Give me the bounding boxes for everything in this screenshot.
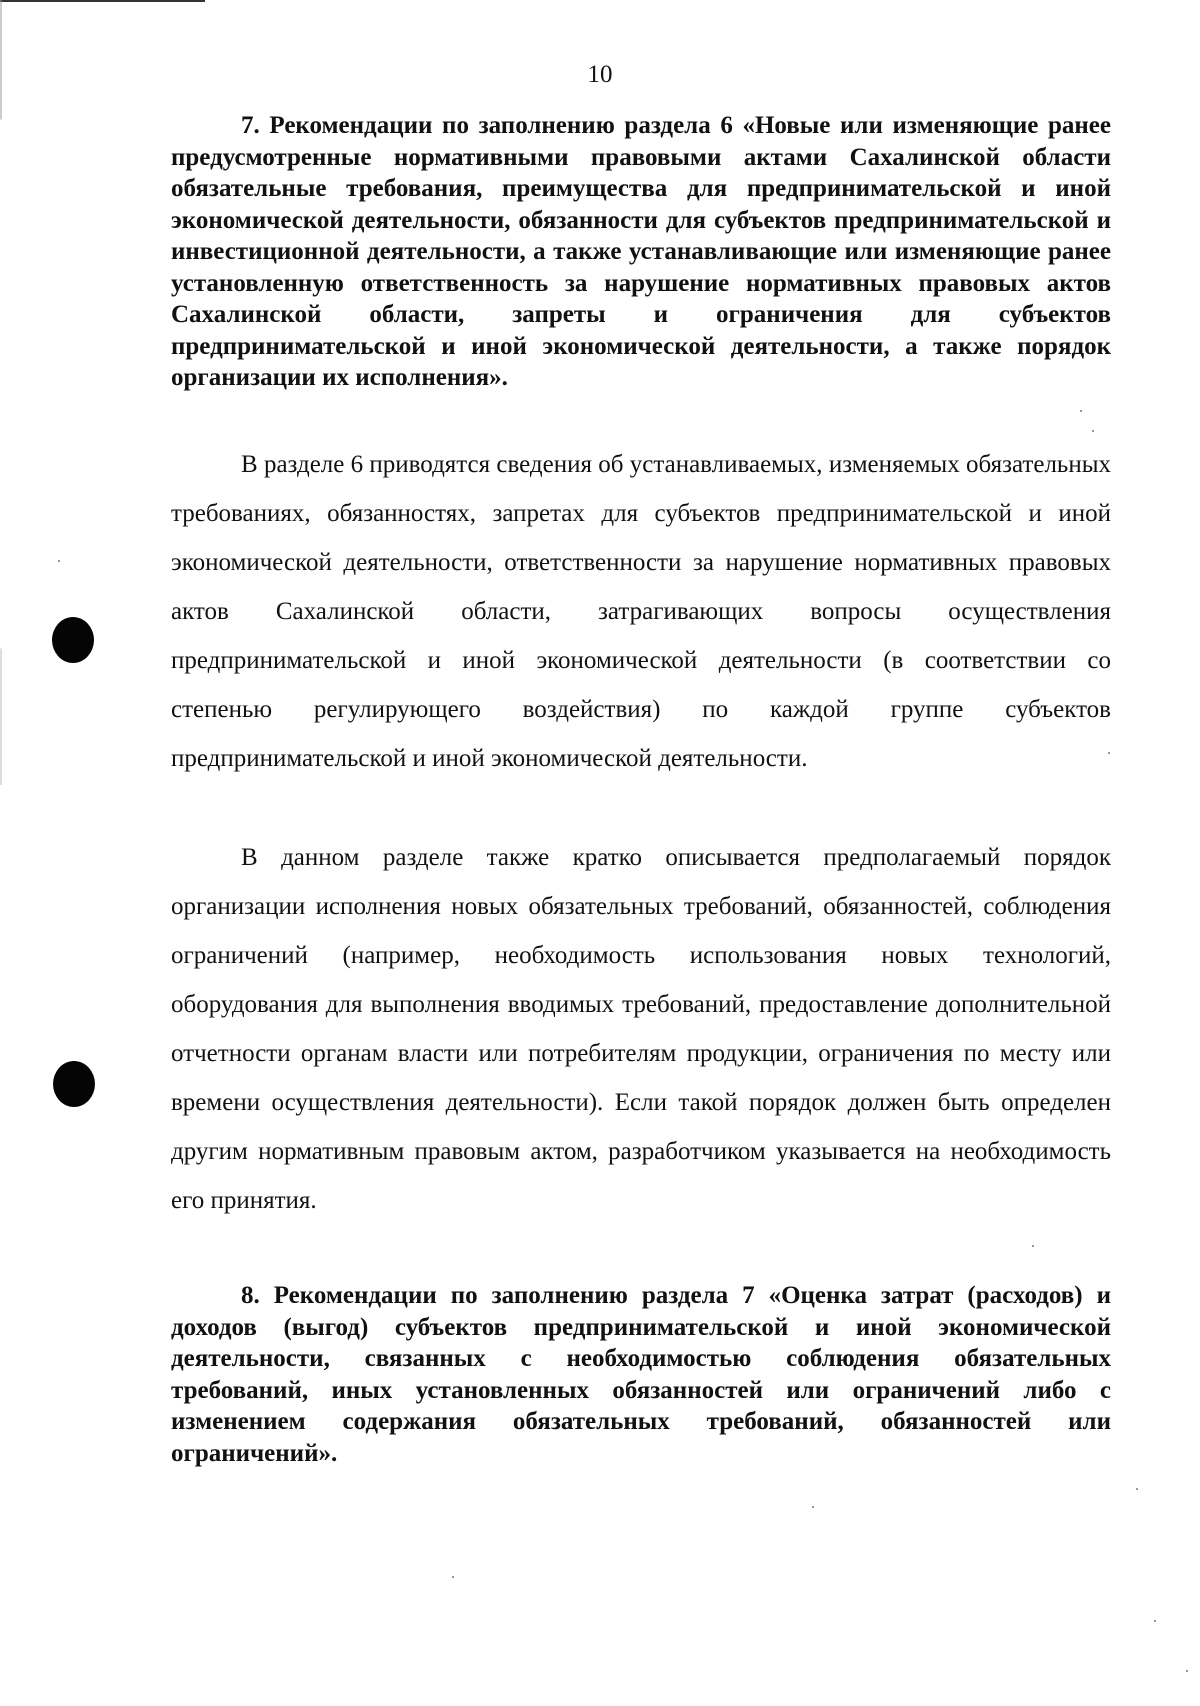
- section-7-paragraph-2: В данном разделе также кратко описывается предполагаемый порядок организации исполнения новых обязательных требований, обязанностей, соблюдения ограничений (например, необходимость использования новых технологий, оборудования для выполнения вводимых требований, предоставление дополнительной отчетности органам власти или потребителям продукции, ограничения по месту или времени осуществления деятельности). Если такой порядок должен быть определен другим нормативным правовым актом, разработчиком указывается на необходимость его принятия.: [171, 844, 1111, 1214]
- scan-speck: [1108, 752, 1110, 754]
- punch-hole-mark: [52, 617, 94, 663]
- scan-speck: [1080, 410, 1082, 412]
- scan-left-edge: [0, 0, 2, 1706]
- scan-top-line: [0, 0, 205, 2]
- scan-speck: [452, 1576, 454, 1578]
- page-number: 10: [587, 61, 613, 88]
- scan-speck: [1154, 1620, 1156, 1622]
- scan-speck: [812, 1506, 814, 1508]
- scan-speck: [1186, 1670, 1188, 1672]
- section-7-paragraph-1: В разделе 6 приводятся сведения об устанавливаемых, изменяемых обязательных требованиях, обязанностях, запретах для субъектов предпринимательской и иной экономической деятельности, ответственности за нарушение нормативных правовых актов Сахалинской области, затрагивающих вопросы осуществления предпринимательской и иной экономической деятельности (в соответствии со степенью регулирующего воздействия) по каждой группе субъектов предпринимательской и иной экономической деятельности.: [171, 451, 1111, 772]
- scan-speck: [58, 560, 60, 562]
- scan-speck: [1092, 430, 1094, 432]
- scan-speck: [1136, 1488, 1138, 1490]
- scan-speck: [1032, 1245, 1034, 1247]
- punch-hole-mark: [53, 1061, 95, 1107]
- section-7-heading: 7. Рекомендации по заполнению раздела 6 «Новые или изменяющие ранее предусмотренные нормативными правовыми актами Сахалинской области обязательные требования, преимущества для предпринимательской и иной экономической деятельности, обязанности для субъектов предпринимательской и инвестиционной деятельности, а также устанавливающие или изменяющие ранее установленную ответственность за нарушение нормативных правовых актов Сахалинской области, запреты и ограничения для субъектов предпринимательской и иной экономической деятельности, а также порядок организации их исполнения».: [171, 112, 1111, 391]
- section-8-heading: 8. Рекомендации по заполнению раздела 7 «Оценка затрат (расходов) и доходов (выгод) субъектов предпринимательской и иной экономической деятельности, связанных с необходимостью соблюдения обязательных требований, иных установленных обязанностей или ограничений либо с изменением содержания обязательных требований, обязанностей или ограничений».: [171, 1282, 1111, 1467]
